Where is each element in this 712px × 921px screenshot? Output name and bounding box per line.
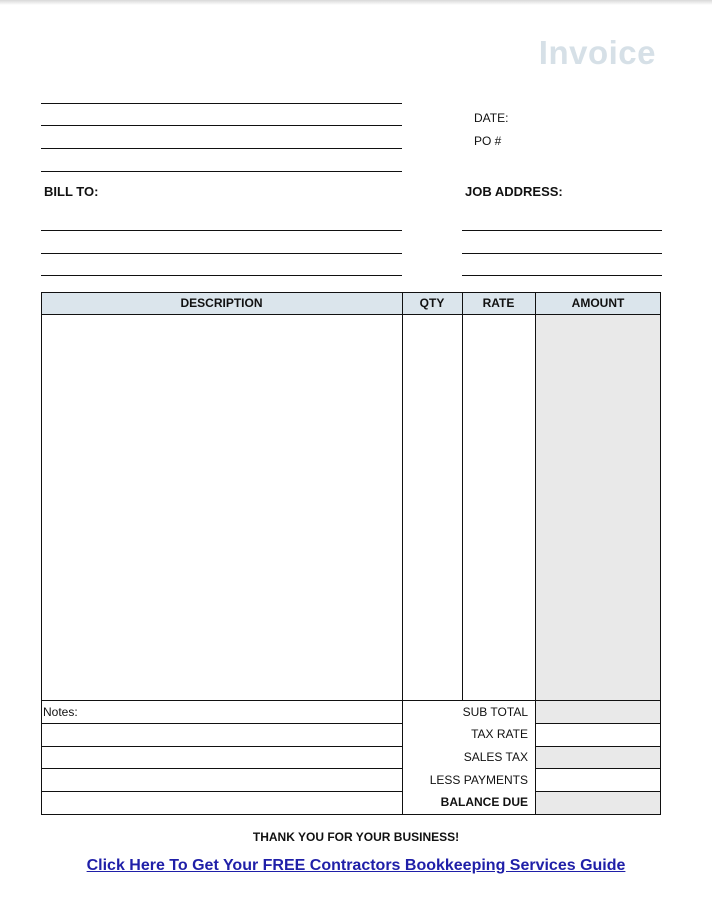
page-top-shadow <box>0 0 712 5</box>
notes-label: Notes: <box>43 705 78 719</box>
sales-tax-value[interactable] <box>536 747 660 768</box>
tax-rate-value[interactable] <box>536 724 660 746</box>
notes-field-2[interactable] <box>42 724 401 746</box>
table-bottom-border <box>41 814 661 815</box>
sub-total-label: SUB TOTAL <box>462 705 528 719</box>
job-address-line-2[interactable] <box>462 253 662 254</box>
po-label: PO # <box>474 134 502 148</box>
notes-field-3[interactable] <box>42 747 401 768</box>
po-field[interactable] <box>505 131 655 149</box>
date-field[interactable] <box>515 108 655 126</box>
less-payments-value[interactable] <box>536 769 660 791</box>
less-payments-label: LESS PAYMENTS <box>429 773 528 787</box>
notes-field-1[interactable] <box>81 701 401 723</box>
job-address-label: JOB ADDRESS: <box>465 184 563 199</box>
amount-cell[interactable] <box>535 315 661 701</box>
sub-total-value[interactable] <box>536 701 660 723</box>
divider-qty-rate <box>462 292 463 701</box>
invoice-title: Invoice <box>538 34 656 71</box>
balance-due-value[interactable] <box>536 792 660 814</box>
table-right-border <box>660 292 661 814</box>
balance-due-label: BALANCE DUE <box>440 795 528 809</box>
date-label: DATE: <box>474 111 509 125</box>
column-header-qty: QTY <box>419 296 445 310</box>
bill-to-line-2[interactable] <box>41 253 402 254</box>
bill-to-line-3[interactable] <box>41 275 402 276</box>
qty-cell[interactable] <box>402 315 462 701</box>
company-line-3[interactable] <box>41 148 402 149</box>
column-header-amount: AMOUNT <box>571 296 625 310</box>
bill-to-label: BILL TO: <box>44 184 99 199</box>
job-address-line-3[interactable] <box>462 275 662 276</box>
sales-tax-label: SALES TAX <box>463 750 528 764</box>
company-line-1[interactable] <box>41 103 402 104</box>
column-header-description: DESCRIPTION <box>180 296 263 310</box>
rate-cell[interactable] <box>462 315 535 701</box>
description-cell[interactable] <box>41 315 402 701</box>
job-address-line-1[interactable] <box>462 230 662 231</box>
company-line-2[interactable] <box>41 125 402 126</box>
bookkeeping-guide-link[interactable]: Click Here To Get Your FREE Contractors Bookkeeping Services Guide <box>86 857 626 874</box>
company-line-4[interactable] <box>41 171 402 172</box>
notes-field-4[interactable] <box>42 769 401 791</box>
footer-link-container <box>0 857 712 875</box>
notes-field-5[interactable] <box>42 792 401 814</box>
thank-you-message: THANK YOU FOR YOUR BUSINESS! <box>252 830 460 844</box>
bill-to-line-1[interactable] <box>41 230 402 231</box>
column-header-rate: RATE <box>482 296 515 310</box>
tax-rate-label: TAX RATE <box>471 727 528 741</box>
